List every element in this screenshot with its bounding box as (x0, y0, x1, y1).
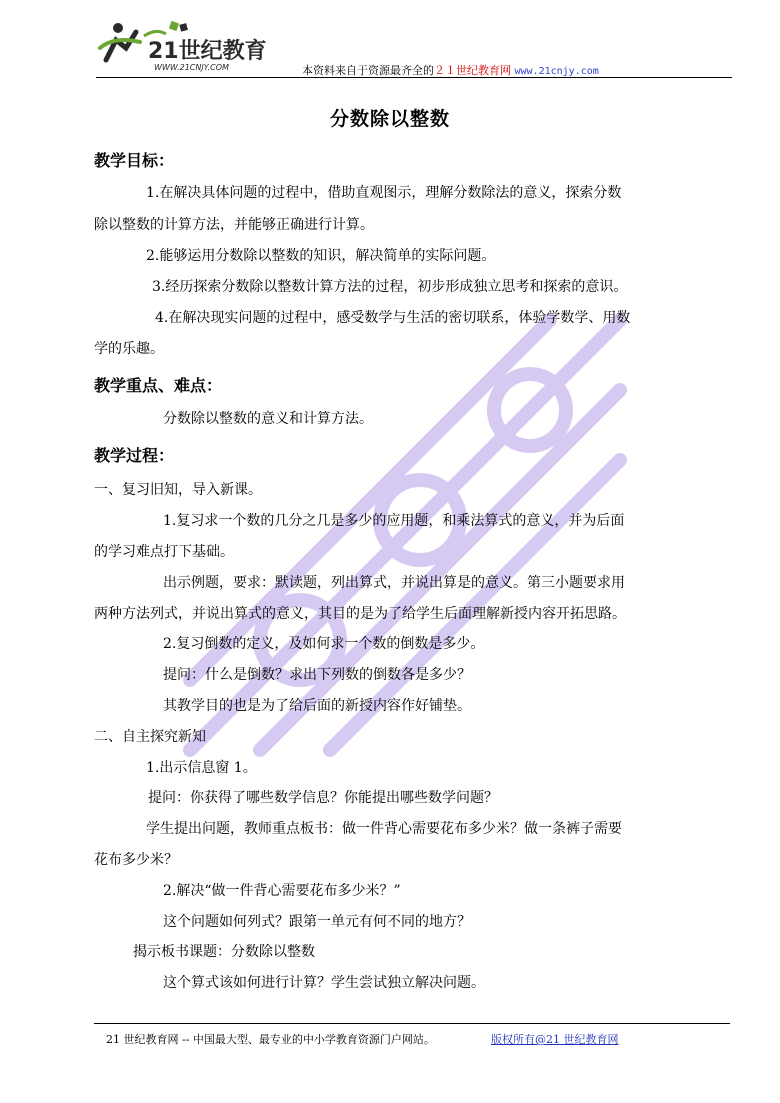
goal-4-line-b: 学的乐趣。 (94, 341, 164, 357)
section-1-item-3: 2.复习倒数的定义，及如何求一个数的倒数是多少。 (163, 636, 485, 652)
page-title: 分数除以整数 (329, 108, 450, 130)
goal-3: 3.经历探索分数除以整数计算方法的过程，初步形成独立思考和探索的意识。 (152, 279, 628, 295)
header-divider (96, 77, 732, 78)
section-1-item-1-line-b: 的学习难点打下基础。 (94, 544, 234, 560)
header-note (302, 62, 599, 78)
section-1-item-1-line-a: 1.复习求一个数的几分之几是多少的应用题，和乘法算式的意义，并为后面 (163, 513, 625, 529)
header-note-prefix: 本资料来自于资源最齐全的 (302, 64, 434, 77)
footer-divider (94, 1023, 730, 1024)
logo-url: WWW.21CNJY.COM (154, 63, 229, 72)
section-2-item-6: 揭示板书课题：分数除以整数 (133, 944, 315, 960)
section-2-item-1: 1.出示信息窗 1。 (146, 760, 257, 776)
section-2-item-7: 这个算式该如何进行计算？学生尝试独立解决问题。 (163, 975, 485, 991)
section-1-item-4: 提问：什么是倒数？求出下列数的倒数各是多少？ (163, 667, 471, 683)
section-2-item-3-line-b: 花布多少米？ (94, 852, 178, 868)
section-1-item-2-line-a: 出示例题，要求：默读题，列出算式，并说出算是的意义。第三小题要求用 (163, 575, 625, 591)
section-2-item-2: 提问：你获得了哪些数学信息？你能提出哪些数学问题？ (148, 790, 498, 806)
footer-text: 21 世纪教育网 -- 中国最大型、最专业的中小学教育资源门户网站。 (106, 1033, 435, 1046)
section-1-title: 一、复习旧知，导入新课。 (94, 482, 262, 498)
section-1-item-5: 其教学目的也是为了给后面的新授内容作好铺垫。 (163, 698, 471, 714)
key-points-text: 分数除以整数的意义和计算方法。 (163, 411, 373, 427)
footer-copyright-link[interactable]: 版权所有@21 世纪教育网 (491, 1033, 619, 1046)
heading-goals: 教学目标： (94, 151, 175, 170)
site-logo (96, 18, 276, 74)
goal-1-line-b: 除以整数的计算方法，并能够正确进行计算。 (94, 217, 374, 233)
section-2-item-5: 这个问题如何列式？跟第一单元有何不同的地方？ (163, 914, 471, 930)
section-1-item-2-line-b: 两种方法列式，并说出算式的意义，其目的是为了给学生后面理解新授内容开拓思路。 (94, 606, 626, 622)
goal-4-line-a: 4.在解决现实问题的过程中，感受数学与生活的密切联系，体验学数学、用数 (155, 310, 631, 326)
section-2-item-3-line-a: 学生提出问题，教师重点板书：做一件背心需要花布多少米？做一条裤子需要 (146, 821, 622, 837)
logo-figure-icon (96, 18, 276, 74)
goal-2: 2.能够运用分数除以整数的知识，解决简单的实际问题。 (146, 248, 496, 264)
goal-1-line-a: 1.在解决具体问题的过程中，借助直观图示，理解分数除法的意义，探索分数 (146, 185, 622, 201)
section-2-title: 二、自主探究新知 (94, 729, 206, 745)
heading-process: 教学过程： (94, 446, 175, 465)
logo-text: 21世纪教育 (148, 39, 267, 64)
heading-key-points: 教学重点、难点： (94, 376, 223, 395)
header-note-url[interactable]: www.21cnjy.com (514, 66, 599, 77)
section-2-item-4: 2.解决“做一件背心需要花布多少米？” (163, 883, 401, 899)
header-note-site[interactable]: ２１世纪教育网 (434, 64, 511, 77)
